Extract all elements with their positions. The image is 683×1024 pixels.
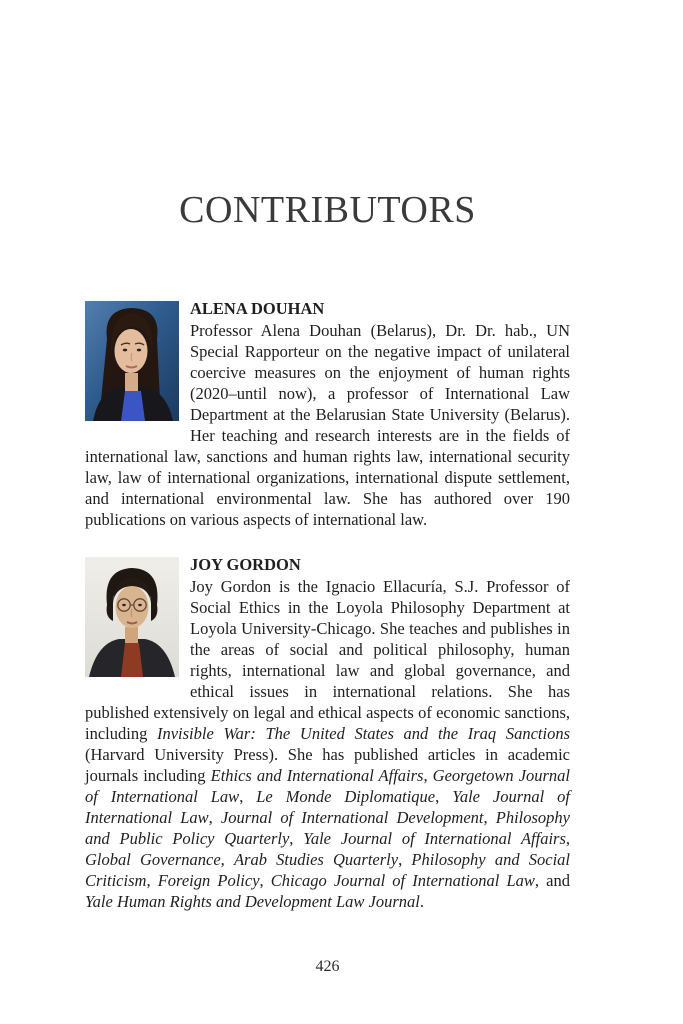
contributor-photo-joy-gordon	[85, 557, 179, 677]
contributor-bio: Professor Alena Douhan (Belarus), Dr. Dr. hab., UN Special Rapporteur on the negative impact of unilateral coercive measures on the enjoyment of human rights (2020–until now), a professor of International Law Department at the Belarusian State University (Belarus). Her teaching and research interests are in the fields of international law, sanctions and human rights law, international security law, law of international organizations, international dispute settlement, and international environmental law. She has authored over 190 publications on various aspects of international law.	[85, 320, 570, 529]
page-content	[85, 0, 570, 912]
contributor-photo-alena-douhan	[85, 301, 179, 421]
page-title: CONTRIBUTORS	[179, 189, 476, 231]
contributor-name: ALENA DOUHAN	[190, 298, 325, 318]
page-number: 426	[315, 958, 340, 975]
contributor-section-alena-douhan	[85, 298, 570, 530]
contributor-name: JOY GORDON	[190, 554, 301, 574]
contributor-bio: Joy Gordon is the Ignacio Ellacuría, S.J. Professor of Social Ethics in the Loyola Philosophy Department at Loyola University-Chicago. She teaches and publishes in the areas of social and political philosophy, human rights, international law and global governance, and ethical issues in international relations. She has published extensively on legal and ethical aspects of economic sanctions, including Invisible War: The United States and the Iraq Sanctions (Harvard University Press). She has published articles in academic journals including Ethics and International Affairs, Georgetown Journal of International Law, Le Monde Diplomatique, Yale Journal of International Law, Journal of International Development, Philosophy and Public Policy Quarterly, Yale Journal of International Affairs, Global Governance, Arab Studies Quarterly, Philosophy and Social Criticism, Foreign Policy, Chicago Journal of International Law, and Yale Human Rights and Development Law Journal.	[85, 576, 571, 911]
contributor-section-joy-gordon	[85, 554, 570, 912]
